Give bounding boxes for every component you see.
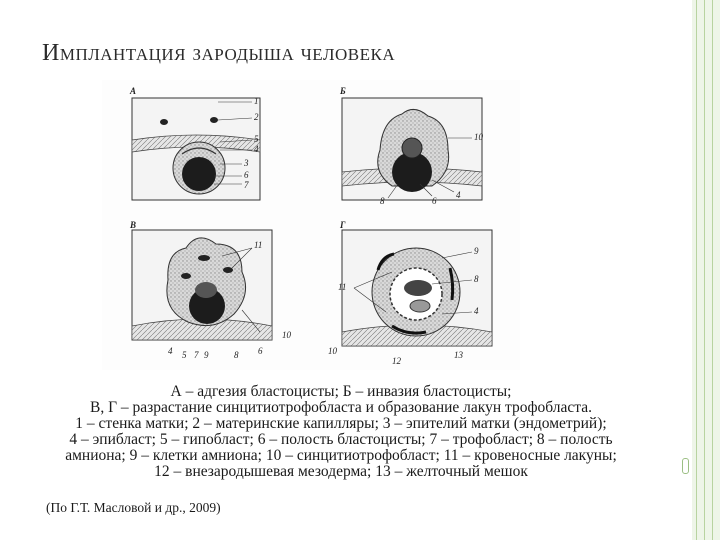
callout-label: 4	[254, 144, 259, 154]
caption-line: А – адгезия бластоцисты; Б – инвазия бластоцисты;	[170, 383, 512, 400]
callout-label: 1	[254, 96, 259, 106]
callout-label: 2	[254, 112, 259, 122]
callout-label: 6	[432, 196, 437, 206]
caption-line: 12 – внезародышевая мезодерма; 13 – желточный мешок	[154, 463, 528, 480]
caption-line: 4 – эпибласт; 5 – гипобласт; 6 – полость бластоцисты; 7 – трофобласт; 8 – полость	[69, 431, 613, 448]
callout-label: 3	[244, 158, 249, 168]
callout-label: 4	[456, 190, 461, 200]
callout-label: 7	[244, 180, 249, 190]
panel-b-drawing	[342, 98, 482, 200]
slide-title: Имплантация зародыша человека	[42, 40, 396, 66]
panel-c-drawing	[132, 230, 272, 340]
decorative-line	[712, 0, 713, 540]
caption-line: 1 – стенка матки; 2 – материнские капилляры; 3 – эпителий матки (эндометрий);	[75, 415, 607, 432]
figure-caption	[36, 384, 646, 480]
callout-label: 8	[234, 350, 239, 360]
panel-d-drawing	[342, 230, 492, 346]
callout-label: 4	[474, 306, 479, 316]
panel-letter-c: В	[130, 220, 137, 230]
panel-letter-d: Г	[340, 220, 346, 230]
caption-line: амниона; 9 – клетки амниона; 10 – синцитиотрофобласт; 11 – кровеносные лакуны;	[65, 447, 617, 464]
decorative-marker	[682, 458, 689, 474]
callout-label: 5	[254, 134, 259, 144]
panel-letter-a: А	[130, 86, 137, 96]
callout-label: 10	[474, 132, 483, 142]
callout-label: 9	[204, 350, 209, 360]
callout-label: 13	[454, 350, 463, 360]
panel-a-drawing	[132, 98, 260, 200]
callout-label: 8	[380, 196, 385, 206]
callout-label: 12	[392, 356, 401, 366]
caption-line: В, Г – разрастание синцитиотрофобласта и образование лакун трофобласта.	[89, 399, 592, 416]
callout-label: 6	[244, 170, 249, 180]
decorative-line	[696, 0, 697, 540]
callout-label: 10	[282, 330, 291, 340]
callout-label: 4	[168, 346, 173, 356]
callout-label: 7	[194, 350, 199, 360]
callout-label: 9	[474, 246, 479, 256]
callout-label: 5	[182, 350, 187, 360]
callout-label: 8	[474, 274, 479, 284]
callout-label: 6	[258, 346, 263, 356]
panel-letter-b: Б	[340, 86, 346, 96]
decorative-line	[704, 0, 705, 540]
callout-label: 11	[338, 282, 347, 292]
embryo-implantation-figure	[102, 80, 520, 370]
callout-label: 10	[328, 346, 337, 356]
figure-drawing	[102, 80, 520, 370]
callout-label: 11	[254, 240, 263, 250]
source-citation: (По Г.Т. Масловой и др., 2009)	[46, 500, 221, 515]
